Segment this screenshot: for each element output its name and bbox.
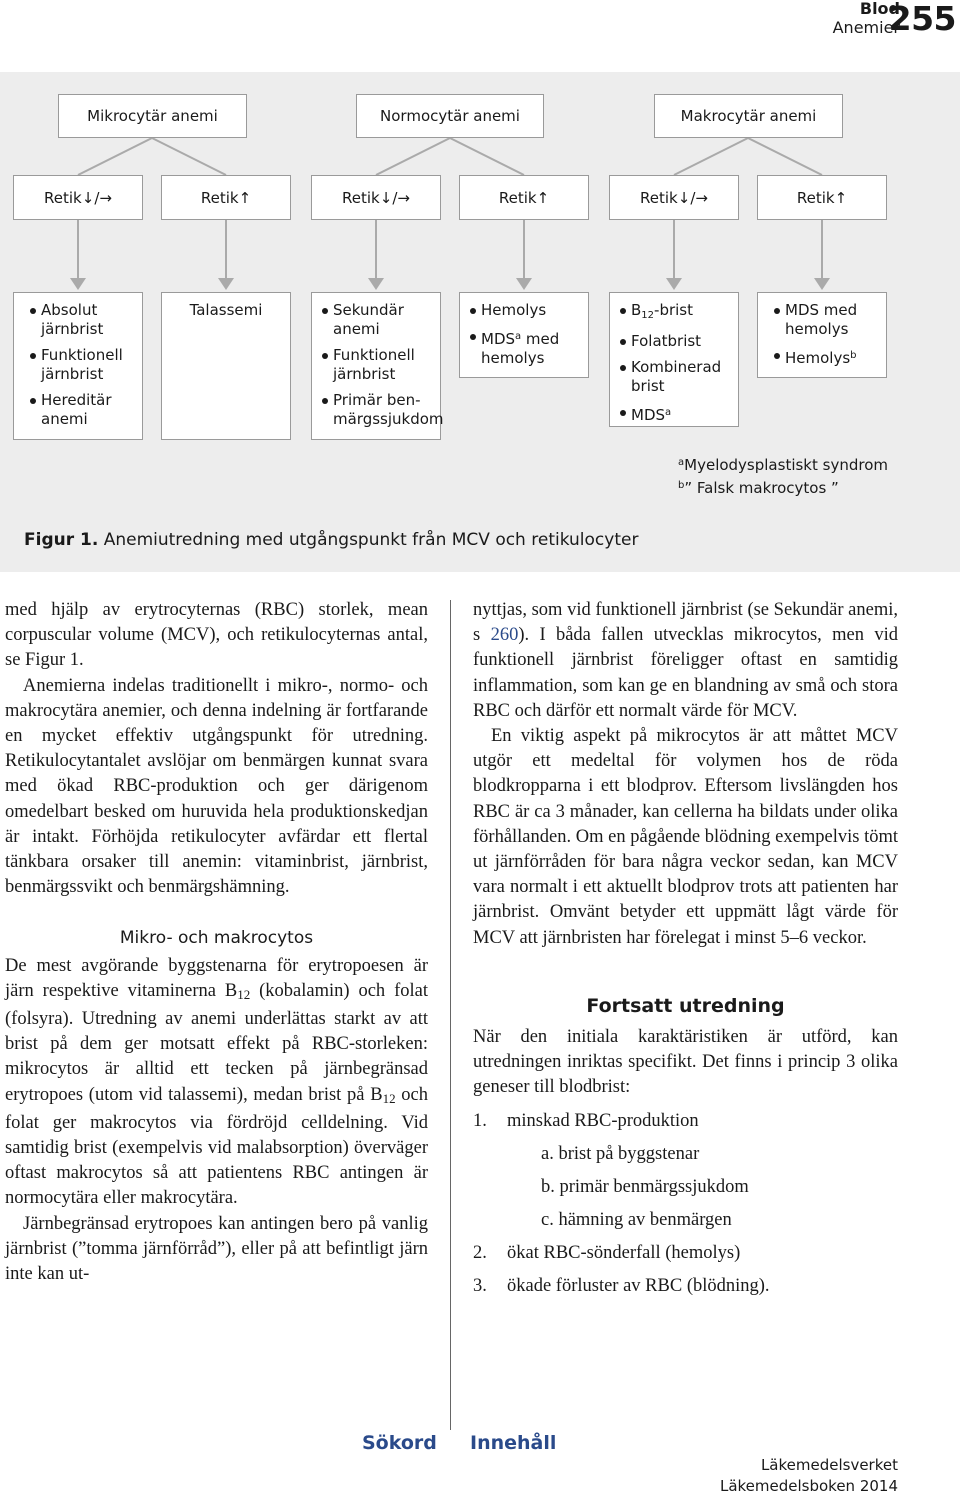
paragraph: När den initiala karaktäristiken är utförd, kan utredningen inriktas specifikt. Det finns i princip 3 olika geneser till blodbrist:: [473, 1027, 898, 1098]
box-retik-6: Retik ↑: [757, 175, 887, 220]
section-heading: Fortsatt utredning: [586, 994, 785, 1017]
paragraph: Järnbegränsad erytropoes kan antingen bero på vanlig järnbrist (”tomma järnförråd”), eller på att befintligt järn inte kan ut-: [5, 1213, 428, 1285]
arrow-down-right-icon: ↓/→: [81, 188, 112, 207]
arrow-down-right-icon: ↓/→: [379, 188, 410, 207]
arrow-up-icon: ↑: [536, 188, 550, 207]
genes-list: [473, 1109, 898, 1299]
list-item: c. hämning av benmärgen: [541, 1209, 732, 1230]
text-column-right: [473, 598, 898, 1307]
footnote-a: $^a$Myelodysplastiskt syndrom: [678, 456, 888, 474]
section-heading: Mikro- och makrocytos: [119, 928, 314, 949]
paragraph: En viktig aspekt på mikrocytos är att måttet MCV utgör ett medeltal för volymen hos de röda blodkropparna i ett blodprov. Eftersom livslängden hos RBC är ca 3 månader, kan cellerna ha bildats under olika förhållanden. Om en pågående blödning exempelvis tömt ut järnförråden för bara några veckor sedan, kan MCV vara normalt i ett aktuellt blodprov trots att patienten har järnbrist. Omvänt betyder ett uppmätt lågt värde för MCV att järnbristen har förelegat i minst 5–6 veckor.: [473, 726, 898, 948]
box-causes-3: [311, 292, 444, 440]
list-item: b. primär benmärgssjukdom: [541, 1176, 749, 1197]
box-retik-2: Retik ↑: [161, 175, 291, 220]
list-item: Absolut järnbrist: [26, 301, 138, 339]
list-item: Primär ben-märgssjukdom: [318, 391, 436, 429]
box-causes-5: [609, 292, 739, 427]
box-mikrocytar: Mikrocytär anemi: [58, 94, 247, 138]
column-divider: [450, 600, 451, 1430]
list-item: Hereditär anemi: [26, 391, 138, 429]
paragraph: med hjälp av erytrocyternas (RBC) storlek, mean corpuscular volume (MCV), och retikulocyternas antal, se Figur 1.: [5, 600, 428, 671]
list-item: a. brist på byggstenar: [541, 1143, 700, 1164]
innehall-link[interactable]: Innehåll: [470, 1432, 557, 1454]
list-item: Funktionell järnbrist: [318, 346, 436, 384]
list-item: 3. ökade förluster av RBC (blödning).: [473, 1275, 770, 1296]
list-item: Kombinerad brist: [616, 358, 734, 396]
list-item: $B_{12}$-brist: [616, 301, 734, 325]
box-retik-3: Retik ↓/→: [311, 175, 441, 220]
text-column-left: [5, 598, 428, 1287]
list-item: MDS$^a$: [616, 403, 734, 425]
list-item: 2. ökat RBC-sönderfall (hemolys): [473, 1242, 741, 1263]
list-item: Funktionell järnbrist: [26, 346, 138, 384]
box-causes-6: [757, 292, 887, 378]
box-retik-5: Retik ↓/→: [609, 175, 739, 220]
arrow-down-right-icon: ↓/→: [677, 188, 708, 207]
box-causes-1: [13, 292, 143, 440]
box-retik-1: Retik ↓/→: [13, 175, 143, 220]
list-item: Folatbrist: [616, 332, 734, 351]
arrow-up-icon: ↑: [238, 188, 252, 207]
box-normocytar: Normocytär anemi: [356, 94, 544, 138]
box-causes-2: Talassemi: [161, 292, 291, 440]
paragraph: De mest avgörande byggstenarna för erytropoesen är järn respektive vitaminerna $B_{12}$ (kobalamin) och folat (folsyra). Utredning av anemi underlättas starkt av att brist på dem ger motsatt effekt på RBC-storleken: mikrocytos är alltid ett tecken på järnbegränsad erytropoes (utom vid talassemi), medan brist på $B_{12}$ och folat ger makrocytos via fördröjd celldelning. Vid samtidig brist (exempelvis vid malabsorption) överväger oftast makrocytos så att patientens RBC antingen är normocytära eller makrocytära.: [5, 955, 429, 1209]
list-item: 1. minskad RBC-produktion a. brist på byggstenar b. primär benmärgssjukdom c. hämning av benmärgen: [473, 1109, 898, 1233]
paragraph: Anemierna indelas traditionellt i mikro-, normo- och makrocytära anemier, och denna indelning är fortfarande en mycket effektiv utgångspunkt för utredning. Retikulocytantalet avslöjar om benmärgen kunnat svara med ökad RBC-produktion och ger därigenom omedelbart besked om huruvida hela produktionskedjan är intakt. Förhöjda retikulocyter avfärdar ett flertal tänkbara orsaker till anemin: vitaminbrist, järnbrist, benmärgssvikt och benmärgshämning.: [5, 675, 428, 898]
publisher-name: Läkemedelsverket: [760, 1456, 898, 1474]
book-title: Läkemedelsboken 2014: [719, 1477, 898, 1495]
running-header-chapter: Anemier: [832, 18, 900, 37]
figure-caption: Figur 1. Anemiutredning med utgångspunkt från MCV och retikulocyter: [24, 530, 639, 550]
list-item: Hemolys: [466, 301, 584, 320]
flowchart-figure: [0, 72, 960, 572]
running-header-section: Blod: [859, 0, 900, 18]
footnote-b: $^b$” Falsk makrocytos ”: [678, 479, 839, 497]
arrow-up-icon: ↑: [834, 188, 848, 207]
list-item: MDS med hemolys: [770, 301, 882, 339]
sokord-link[interactable]: Sökord: [362, 1432, 437, 1454]
box-retik-4: Retik ↑: [459, 175, 589, 220]
page-link-260[interactable]: 260: [490, 625, 519, 646]
paragraph: nyttjas, som vid funktionell järnbrist (se Sekundär anemi, s 260). I båda fallen utvecklas mikrocytos, men vid funktionell järnbrist föreligger oftast en samtidig inflammation, som kan ge en blandning av små och stora RBC och därför ett normalt värde för MCV.: [473, 600, 899, 721]
list-item: Sekundär anemi: [318, 301, 436, 339]
page-number: 255: [888, 0, 956, 38]
box-causes-4: [459, 292, 589, 378]
list-item: Hemolys$^b$: [770, 346, 882, 368]
list-item: MDS$^a$ med hemolys: [466, 327, 584, 368]
box-makrocytar: Makrocytär anemi: [654, 94, 843, 138]
